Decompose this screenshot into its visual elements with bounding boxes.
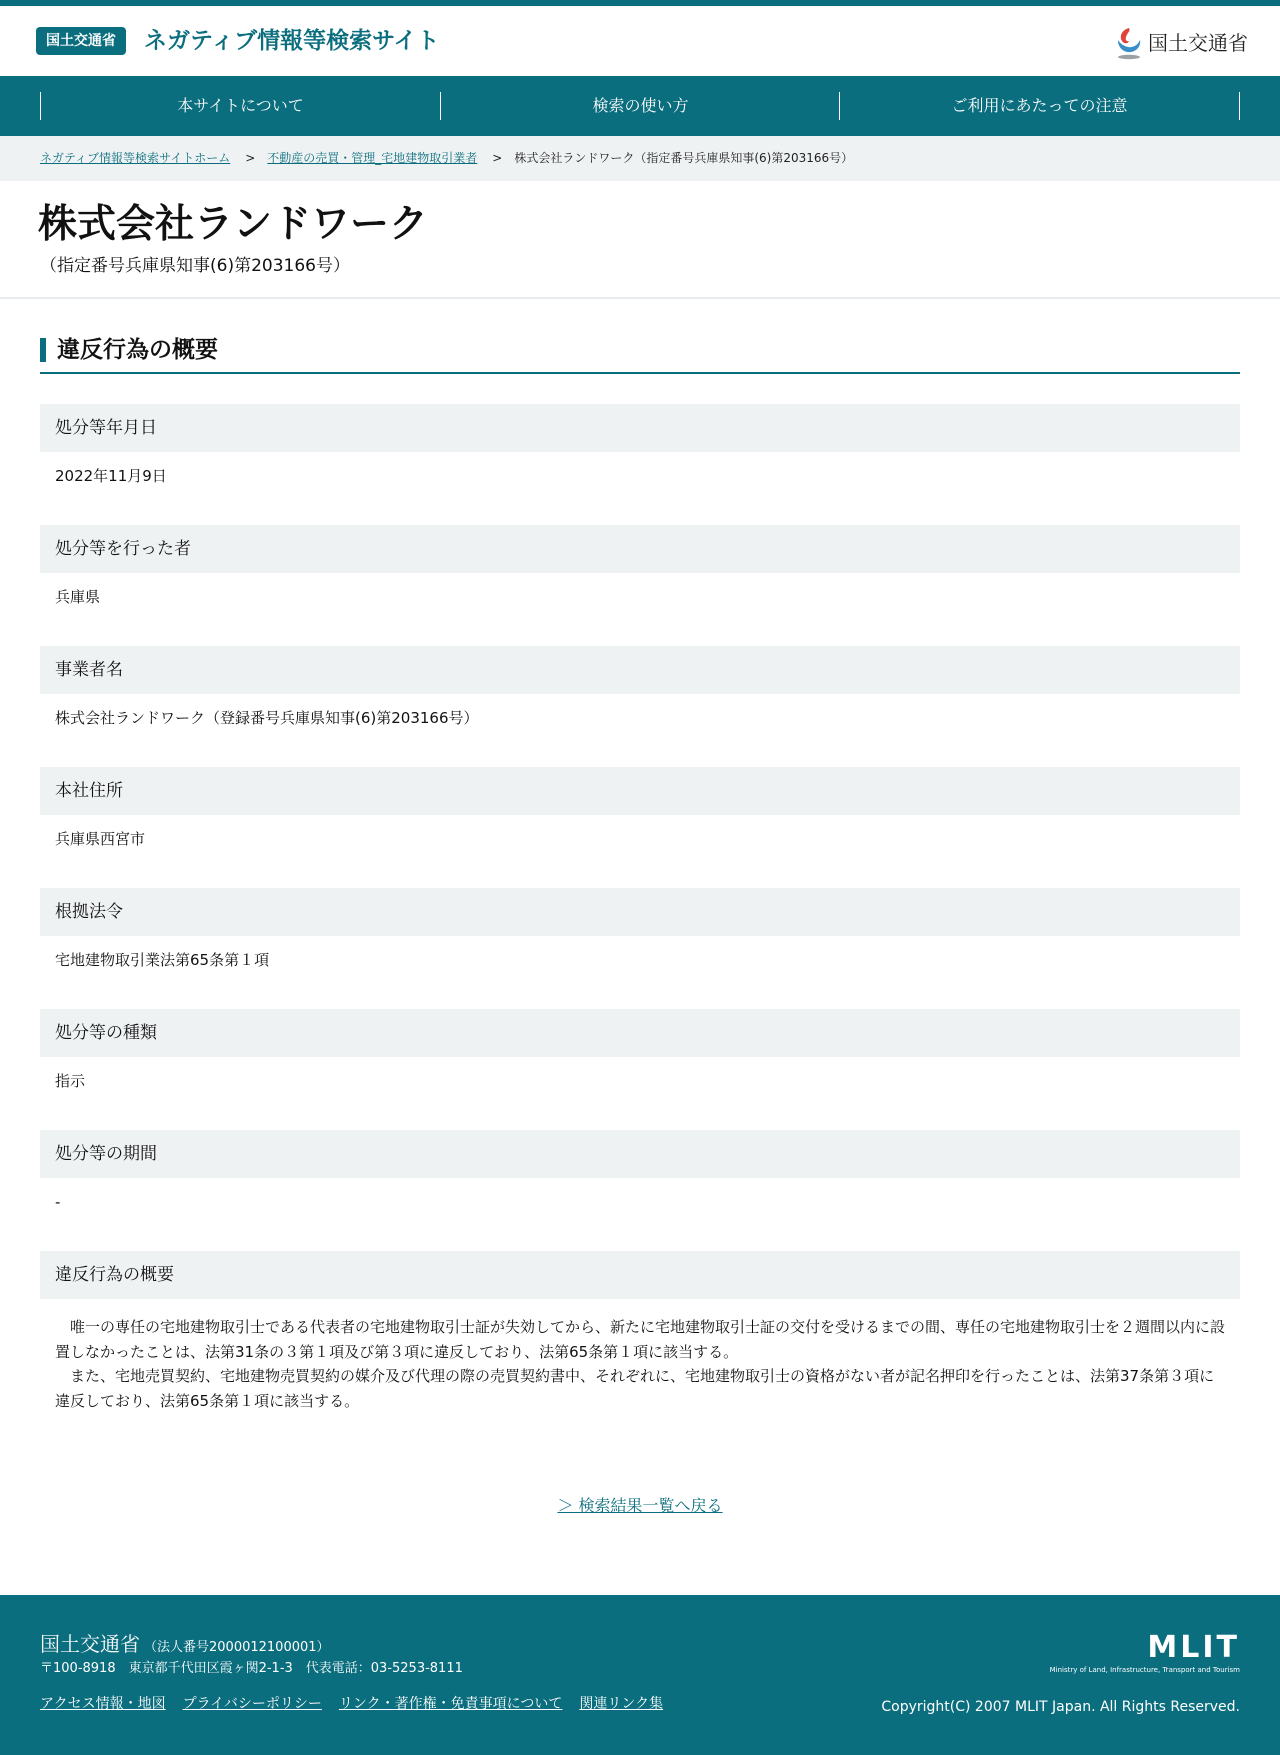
summary-paragraph: また、宅地売買契約、宅地建物売買契約の媒介及び代理の際の売買契約書中、それぞれに、宅地建物取引士の資格がない者が記名押印を行ったことは、法第37条第３項に違反しており、法第65条第１項に該当する。 <box>55 1367 1215 1410</box>
row-label-head-office-address: 本社住所 <box>40 767 1240 815</box>
row-label-business-name: 事業者名 <box>40 646 1240 694</box>
site-header <box>0 6 1280 76</box>
nav-divider <box>1239 92 1240 120</box>
footer-org <box>40 1631 330 1661</box>
row-label-disposition-date: 処分等年月日 <box>40 404 1240 452</box>
footer-mlit-logo[interactable] <box>1049 1630 1240 1675</box>
row-label-disposition-type: 処分等の種類 <box>40 1009 1240 1057</box>
ministry-badge[interactable]: 国土交通省 <box>36 27 126 55</box>
row-value-disposition-type: 指示 <box>55 1072 86 1090</box>
back-to-results <box>0 1494 1280 1518</box>
breadcrumb-category-link[interactable]: 不動産の売買・管理_宅地建物取引業者 <box>267 151 478 165</box>
footer-link-access[interactable]: アクセス情報・地図 <box>40 1696 166 1712</box>
summary-paragraph: 唯一の専任の宅地建物取引士である代表者の宅地建物取引士証が失効してから、新たに宅地建物取引士証の交付を受けるまでの間、専任の宅地建物取引士を２週間以内に設置しなかったことは、法第31条の３第１項及び第３項に違反しており、法第65条第１項に該当する。 <box>55 1318 1226 1361</box>
footer-logo-subtitle: Ministry of Land, Infrastructure, Transport and Tourism <box>1049 1666 1240 1674</box>
row-value-disposition-date: 2022年11月9日 <box>55 467 167 485</box>
breadcrumb <box>0 136 1280 181</box>
mlit-emblem-icon <box>1114 26 1144 60</box>
row-value-legal-basis: 宅地建物取引業法第65条第１項 <box>55 951 270 969</box>
row-label-legal-basis: 根拠法令 <box>40 888 1240 936</box>
row-label-disposing-authority: 処分等を行った者 <box>40 525 1240 573</box>
nav-item-how-to-search[interactable]: 検索の使い方 <box>440 92 840 120</box>
global-nav <box>0 76 1280 136</box>
row-label-disposition-period: 処分等の期間 <box>40 1130 1240 1178</box>
row-value-head-office-address: 兵庫県西宮市 <box>55 830 146 848</box>
footer-link-privacy[interactable]: プライバシーポリシー <box>182 1696 322 1712</box>
heading-accent-bar <box>40 338 46 362</box>
nav-item-notes[interactable]: ご利用にあたっての注意 <box>839 92 1239 120</box>
footer-org-name: 国土交通省 <box>40 1632 140 1656</box>
nav-item-about[interactable]: 本サイトについて <box>40 92 440 120</box>
row-value-violation-summary <box>40 1299 1240 1413</box>
footer-logo-mark: MLIT <box>1147 1630 1240 1665</box>
page-title: 株式会社ランドワーク <box>38 202 429 247</box>
row-value-disposition-period: - <box>55 1193 61 1211</box>
page-subtitle: （指定番号兵庫県知事(6)第203166号） <box>40 256 350 276</box>
row-value-business-name: 株式会社ランドワーク（登録番号兵庫県知事(6)第203166号） <box>55 709 479 727</box>
breadcrumb-separator: > <box>492 151 503 165</box>
violation-details <box>40 404 1240 1413</box>
site-title[interactable]: ネガティブ情報等検索サイト <box>144 28 440 54</box>
row-value-disposing-authority: 兵庫県 <box>55 588 101 606</box>
footer-links <box>40 1694 680 1714</box>
ministry-logo-text: 国土交通省 <box>1148 31 1248 55</box>
site-footer <box>0 1595 1280 1755</box>
title-divider <box>0 297 1280 299</box>
back-to-results-link[interactable]: ＞ 検索結果一覧へ戻る <box>557 1496 723 1515</box>
breadcrumb-current: 株式会社ランドワーク（指定番号兵庫県知事(6)第203166号） <box>514 151 854 165</box>
footer-link-copyright[interactable]: リンク・著作権・免責事項について <box>338 1696 563 1712</box>
footer-address: 〒100-8918 東京都千代田区霞ヶ関2-1-3 代表電話：03-5253-8111 <box>40 1661 463 1676</box>
footer-copyright: Copyright(C) 2007 MLIT Japan. All Rights Reserved. <box>881 1699 1240 1715</box>
footer-corporate-number: （法人番号2000012100001） <box>144 1640 330 1655</box>
footer-link-related[interactable]: 関連リンク集 <box>579 1696 664 1712</box>
breadcrumb-home-link[interactable]: ネガティブ情報等検索サイトホーム <box>40 151 231 165</box>
breadcrumb-separator: > <box>245 151 256 165</box>
row-label-violation-summary: 違反行為の概要 <box>40 1251 1240 1299</box>
section-heading <box>40 334 1240 374</box>
section-heading-text: 違反行為の概要 <box>57 337 218 363</box>
